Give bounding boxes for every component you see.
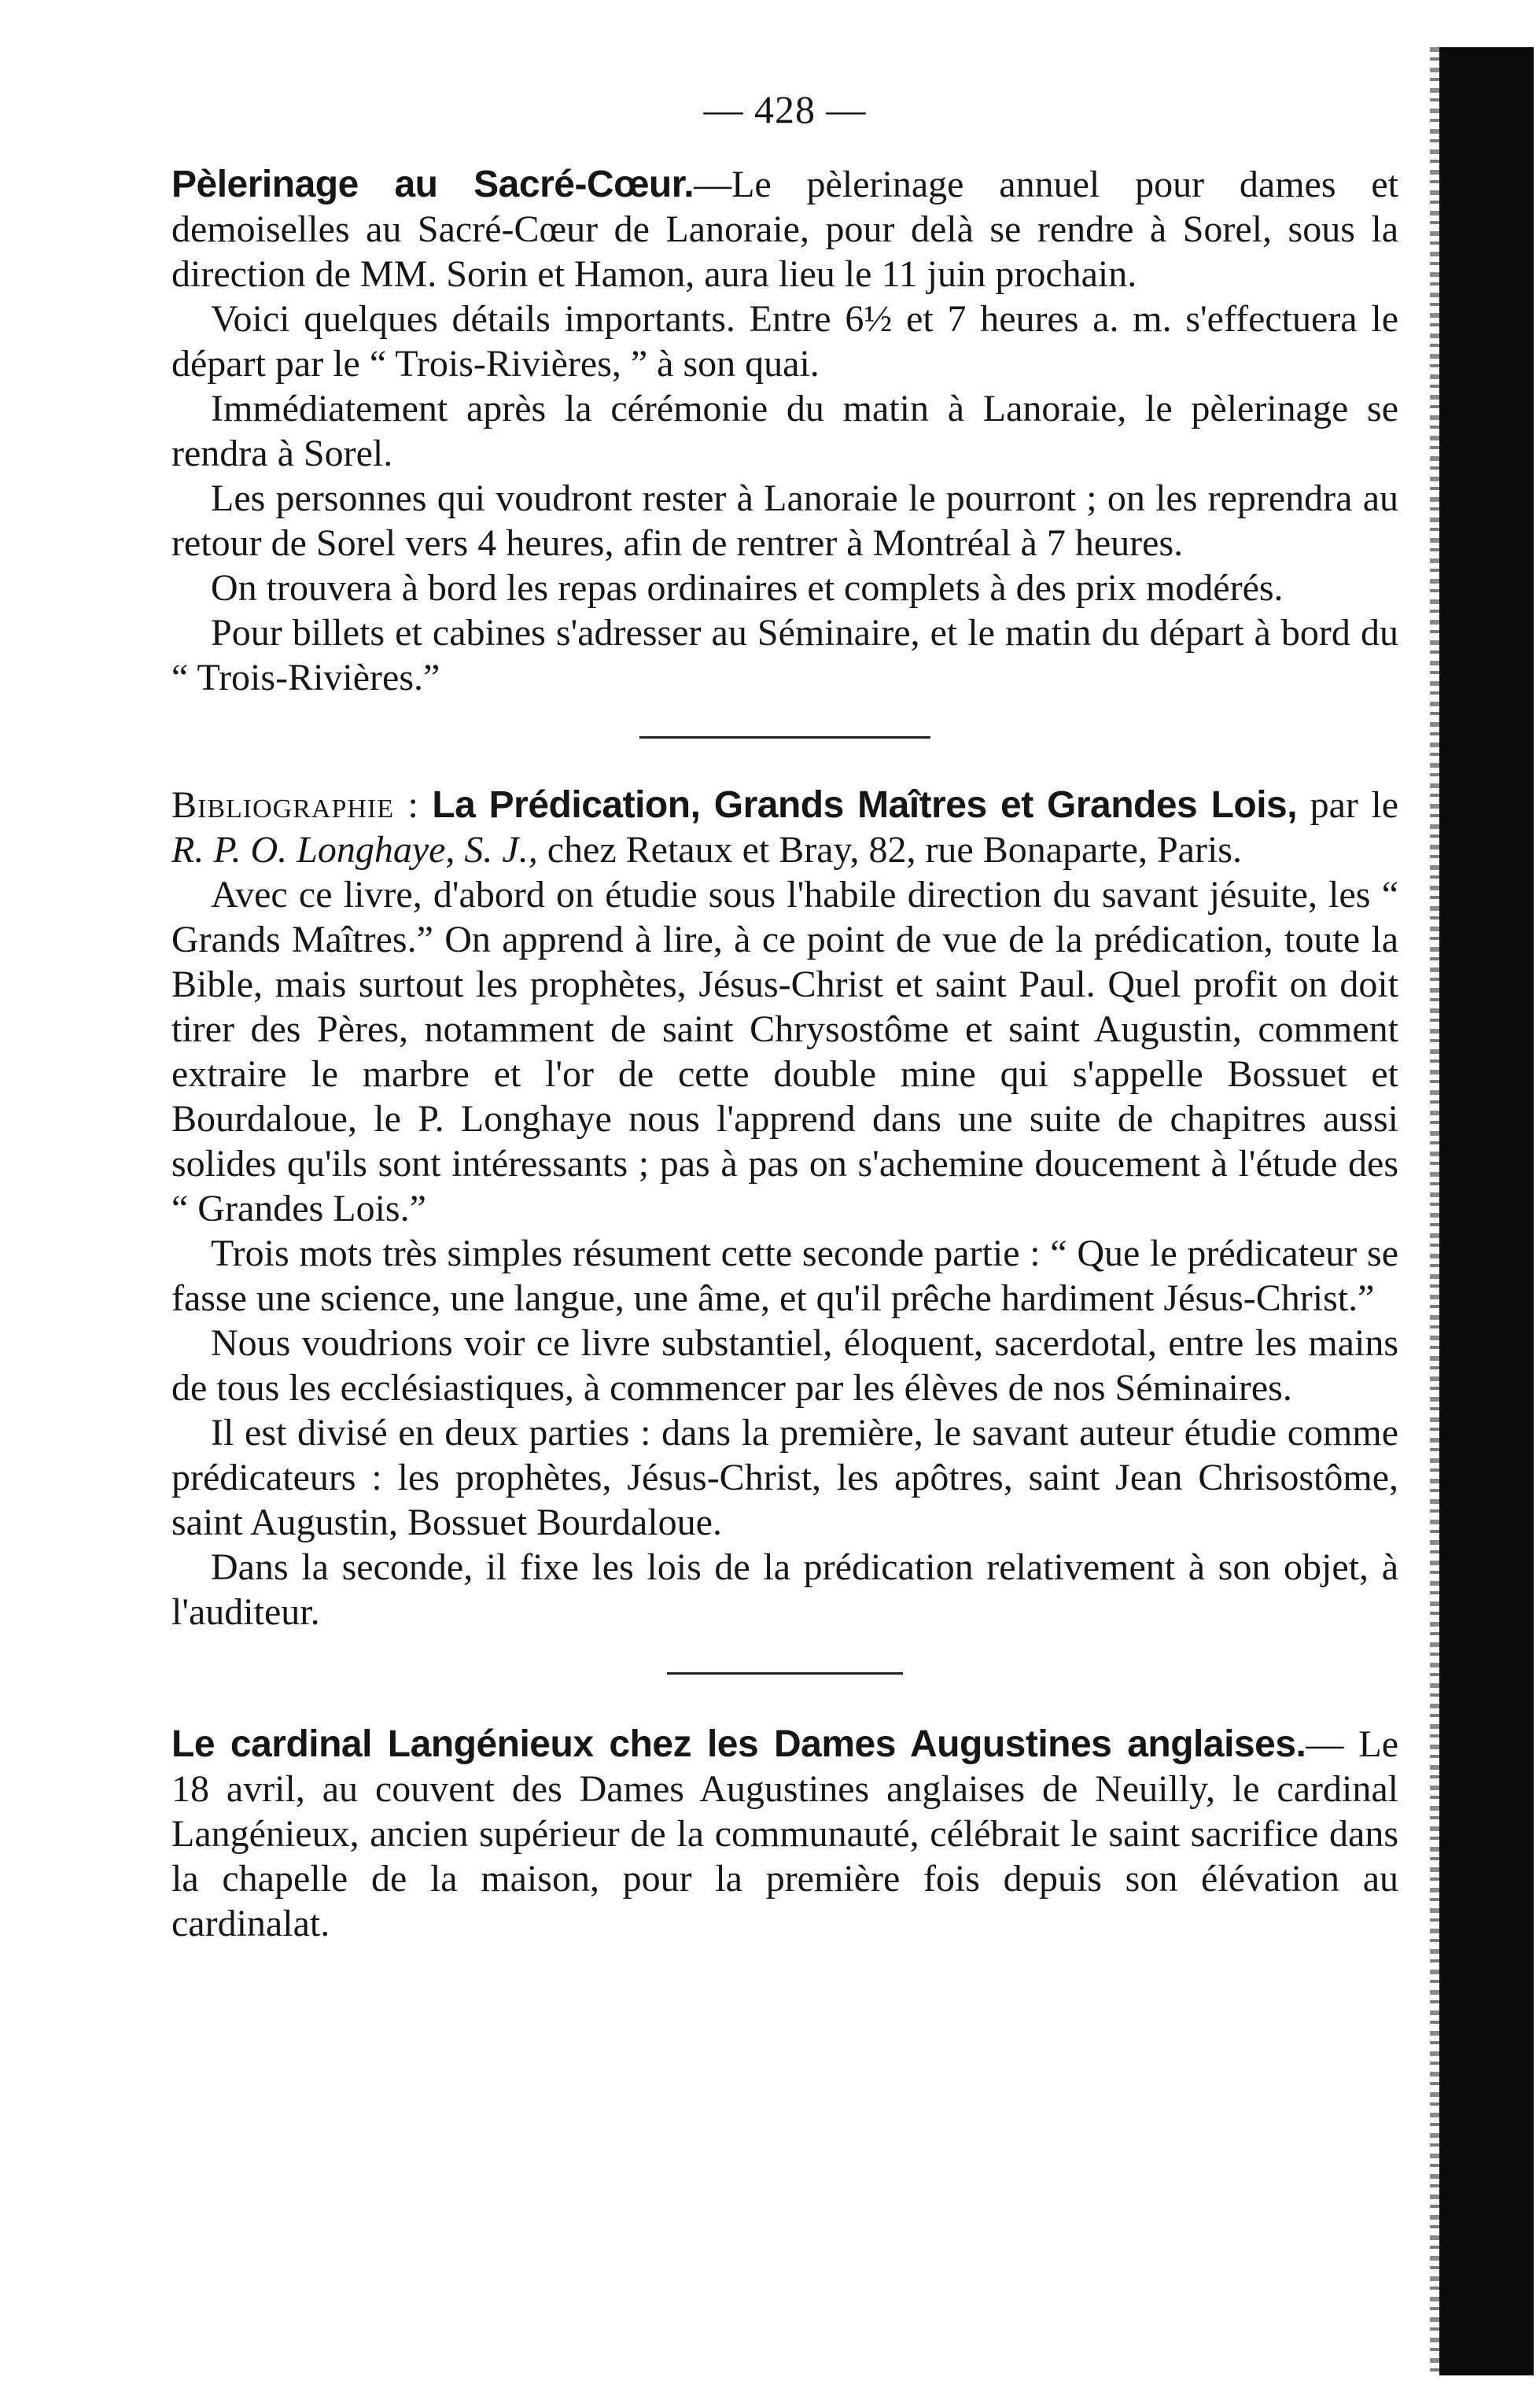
section-divider bbox=[639, 736, 930, 739]
article-paragraph: Les personnes qui voudront rester à Lanoraie le pourront ; on les reprendra au retour de Sorel vers 4 heures, afin de rentrer à Montréal à 7 heures. bbox=[171, 477, 1398, 564]
article-paragraph: Voici quelques détails importants. Entre 6½ et 7 heures a. m. s'effectuera le départ par le “ Trois-Rivières, ” à son quai. bbox=[171, 298, 1398, 385]
article-headline: Pèlerinage au Sacré-Cœur. bbox=[171, 164, 694, 205]
article-paragraph: Trois mots très simples résument cette seconde partie : “ Que le prédicateur se fasse une science, une langue, une âme, et qu'il prêche hardiment Jésus-Christ.” bbox=[171, 1233, 1398, 1319]
article-paragraph: —Le pèlerinage annuel pour dames et demoiselles au Sacré-Cœur de Lanoraie, pour delà se rendre à Sorel, sous la direction de MM. Sorin et Hamon, aura lieu le 11 juin prochain. bbox=[171, 164, 1398, 295]
article-paragraph: Nous voudrions voir ce livre substantiel, éloquent, sacerdotal, entre les mains de tous les ecclésiastiques, à commencer par les élèves de nos Séminaires. bbox=[171, 1322, 1398, 1409]
byline-prefix: par le bbox=[1310, 784, 1399, 826]
article-paragraph: Immédiatement après la cérémonie du matin à Lanoraie, le pèlerinage se rendra à Sorel. bbox=[171, 388, 1398, 474]
section-label: Bibliographie : bbox=[171, 784, 419, 826]
article-cardinal bbox=[171, 1722, 1398, 1946]
article-paragraph: — Le 18 avril, au couvent des Dames Augustines anglaises de Neuilly, le cardinal Langénieux, ancien supérieur de la communauté, célébrait le saint sacrifice dans la chapelle de la maison, pour la première fois depuis son élévation au cardinalat. bbox=[171, 1723, 1399, 1944]
article-bibliographie bbox=[171, 783, 1398, 1634]
article-paragraph: Avec ce livre, d'abord on étudie sous l'habile direction du savant jésuite, les “ Grands Maîtres.” On apprend à lire, à ce point de vue de la prédication, toute la Bible, mais surtout les prophètes, Jésus-Christ et saint Paul. Quel profit on doit tirer des Pères, notamment de saint Chrysostôme et saint Augustin, comment extraire le marbre et l'or de cette double mine qui s'appelle Bossuet et Bourdaloue, le P. Longhaye nous l'apprend dans une suite de chapitres aussi solides qu'ils sont intéressants ; pas à pas on s'achemine doucement à l'étude des “ Grandes Lois.” bbox=[171, 874, 1398, 1229]
article-headline: La Prédication, Grands Maîtres et Grandes Lois, bbox=[432, 784, 1298, 826]
section-divider bbox=[667, 1672, 903, 1675]
author-name: R. P. O. Longhaye, S. J., bbox=[171, 829, 538, 871]
article-lead bbox=[171, 1722, 1398, 1946]
article-pelerinage bbox=[171, 162, 1398, 700]
page-number: — 428 — bbox=[703, 87, 867, 131]
book-page bbox=[171, 87, 1398, 1946]
article-paragraph: On trouvera à bord les repas ordinaires et complets à des prix modérés. bbox=[211, 567, 1284, 609]
publisher-info: chez Retaux et Bray, 82, rue Bonaparte, Paris. bbox=[547, 829, 1242, 871]
article-lead bbox=[171, 162, 1398, 297]
scan-edge-bar bbox=[1439, 47, 1534, 2375]
article-lead bbox=[171, 783, 1398, 872]
article-paragraph: Il est divisé en deux parties : dans la première, le savant auteur étudie comme prédicateurs : les prophètes, Jésus-Christ, les apôtres, saint Jean Chrisostôme, saint Augustin, Bossuet Bourdaloue. bbox=[171, 1412, 1398, 1543]
article-paragraph: Dans la seconde, il fixe les lois de la prédication relativement à son objet, à l'auditeur. bbox=[171, 1546, 1398, 1633]
article-headline: Le cardinal Langénieux chez les Dames Augustines anglaises. bbox=[171, 1723, 1306, 1765]
article-paragraph: Pour billets et cabines s'adresser au Séminaire, et le matin du départ à bord du “ Trois-Rivières.” bbox=[171, 612, 1398, 698]
